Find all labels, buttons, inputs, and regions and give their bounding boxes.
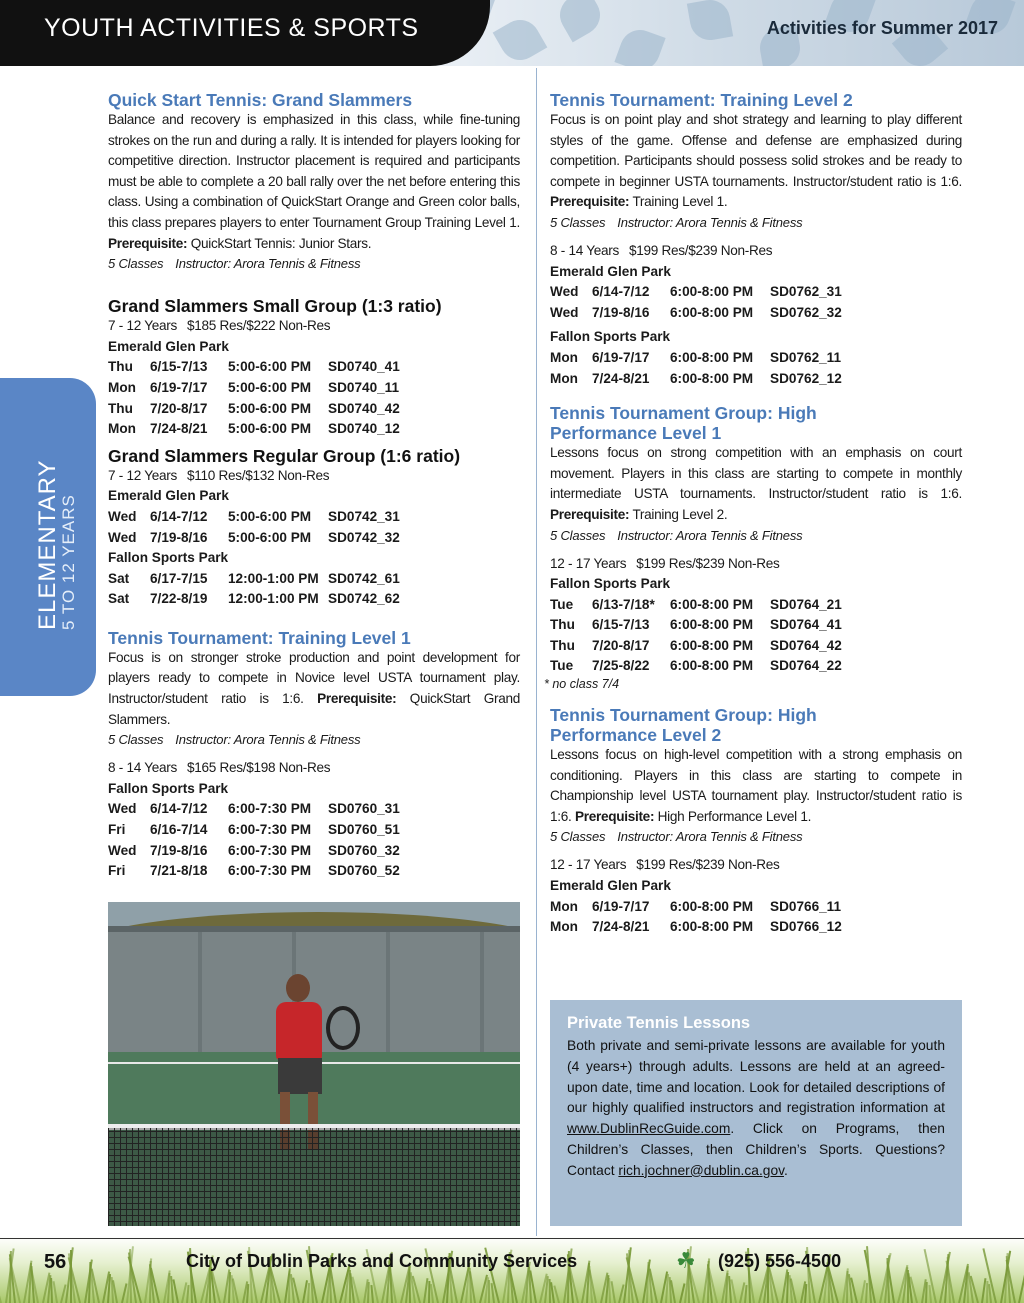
session-code: SD0742_61 — [328, 570, 400, 586]
training-1-location: Fallon Sports Park — [108, 780, 229, 796]
section-title-small-group: Grand Slammers Small Group (1:3 ratio) — [108, 296, 442, 317]
private-lessons-box — [550, 1000, 962, 1226]
training-2-sessions-1 — [550, 282, 962, 323]
session-day: Wed — [108, 508, 137, 524]
session-dates: 6/15-7/13 — [592, 617, 650, 633]
hp1-description: Lessons focus on strong competition with an emphasis on court movement. Players in this class are starting to compete in monthly intermediate USTA tournaments. Instructor/student ratio is 1:6. Prerequisite: Training Level 2. — [550, 445, 962, 522]
regular-group-price: 7 - 12 Years $110 Res/$132 Non-Res — [108, 467, 330, 483]
footer-organization: City of Dublin Parks and Community Services — [186, 1251, 578, 1271]
session-code: SD0742_31 — [328, 508, 400, 524]
side-tab-small: 5 TO 12 YEARS — [59, 494, 78, 630]
side-tab-label — [36, 370, 78, 630]
tennis-player-photo — [108, 902, 520, 1226]
training-2-meta: 5 Classes Instructor: Arora Tennis & Fitness — [550, 214, 803, 230]
session-day: Tue — [550, 596, 574, 612]
season-title: Activities for Summer 2017 — [766, 18, 998, 38]
session-row — [108, 507, 520, 528]
small-group-sessions — [108, 357, 520, 439]
session-code: SD0740_42 — [328, 400, 400, 416]
session-time: 6:00-8:00 PM — [670, 284, 754, 300]
hp2-meta: 5 Classes Instructor: Arora Tennis & Fitness — [550, 829, 803, 845]
hp2-description: Lessons focus on high-level competition with a strong emphasis on conditioning. Players in this class are starting to compete in Championship level USTA tournament play. Instructor/student ratio is 1:6. Prerequisite: High Performance Level 1. — [550, 747, 962, 824]
session-row — [108, 820, 520, 841]
session-code: SD0742_32 — [328, 529, 400, 545]
session-row — [108, 399, 520, 420]
session-day: Mon — [550, 898, 578, 914]
right-column — [544, 90, 962, 938]
session-code: SD0742_62 — [328, 591, 400, 607]
page-header — [0, 0, 1024, 66]
regular-group-sessions-2 — [108, 569, 520, 610]
session-code: SD0740_12 — [328, 421, 400, 437]
session-row — [550, 615, 962, 636]
hp1-price: 12 - 17 Years $199 Res/$239 Non-Res — [550, 555, 780, 571]
session-day: Wed — [550, 284, 579, 300]
hp2-price: 12 - 17 Years $199 Res/$239 Non-Res — [550, 857, 780, 873]
section-title-training-1: Tennis Tournament: Training Level 1 — [108, 627, 411, 648]
session-row — [550, 656, 962, 677]
session-row — [108, 841, 520, 862]
session-time: 12:00-1:00 PM — [228, 570, 319, 586]
session-time: 6:00-7:30 PM — [228, 822, 312, 838]
session-code: SD0762_32 — [770, 304, 842, 320]
session-time: 6:00-8:00 PM — [670, 370, 754, 386]
training-1-sessions — [108, 799, 520, 881]
session-row — [550, 595, 962, 616]
session-time: 6:00-8:00 PM — [670, 349, 754, 365]
session-day: Wed — [550, 304, 579, 320]
session-day: Thu — [108, 359, 133, 375]
session-time: 6:00-8:00 PM — [670, 304, 754, 320]
footer-rule — [0, 1238, 1024, 1239]
session-dates: 7/19-8/16 — [592, 304, 650, 320]
side-tab-big: ELEMENTARY — [34, 459, 61, 630]
session-time: 6:00-8:00 PM — [670, 898, 754, 914]
session-code: SD0740_41 — [328, 359, 400, 375]
footer-phone: (925) 556-4500 — [718, 1251, 842, 1271]
clover-icon: ☘ — [676, 1248, 696, 1273]
training-1-price: 8 - 14 Years $165 Res/$198 Non-Res — [108, 760, 331, 776]
session-day: Sat — [108, 570, 130, 586]
small-group-price: 7 - 12 Years $185 Res/$222 Non-Res — [108, 318, 331, 334]
session-day: Mon — [108, 421, 136, 437]
session-row — [550, 348, 962, 369]
training-2-location-2: Fallon Sports Park — [550, 329, 671, 345]
training-2-description: Focus is on point play and shot strategy and learning to play different styles of the game. Offense and defense are emphasized during competition. Participants should possess solid strokes and be ready to compete in beginner USTA tournaments. Instructor/student ratio is 1:6. Prerequisite: Training Level 1. — [550, 112, 962, 210]
session-row — [550, 282, 962, 303]
session-code: SD0760_52 — [328, 863, 400, 879]
section-title-hp1-line2: Performance Level 1 — [550, 423, 722, 444]
page-number: 56 — [44, 1251, 67, 1273]
session-dates: 6/16-7/14 — [150, 822, 208, 838]
session-day: Mon — [550, 349, 578, 365]
session-dates: 6/14-7/12 — [150, 801, 208, 817]
session-time: 6:00-7:30 PM — [228, 801, 312, 817]
training-2-location-1: Emerald Glen Park — [550, 263, 671, 279]
session-time: 6:00-8:00 PM — [670, 637, 754, 653]
dublin-rec-guide-link[interactable]: www.DublinRecGuide.com — [567, 1121, 731, 1137]
regular-group-location-2: Fallon Sports Park — [108, 550, 229, 566]
contact-email-link[interactable]: rich.jochner@dublin.ca.gov — [618, 1162, 784, 1178]
session-dates: 6/17-7/15 — [150, 570, 208, 586]
session-dates: 6/19-7/17 — [592, 349, 650, 365]
session-time: 6:00-8:00 PM — [670, 919, 754, 935]
small-group-location: Emerald Glen Park — [108, 338, 229, 354]
session-dates: 7/19-8/16 — [150, 842, 208, 858]
session-time: 5:00-6:00 PM — [228, 508, 312, 524]
session-code: SD0760_32 — [328, 842, 400, 858]
session-row — [108, 419, 520, 440]
quickstart-description: Balance and recovery is emphasized in this class, while fine-tuning strokes on the run and during a rally. It is intended for players looking for competitive direction. Instructor placement is required and participants must be able to complete a 20 ball rally over the net before entering this class. Using a combination of QuickStart Orange and Green color balls, this class prepares players to enter Tournament Group Training Level 1. Prerequisite: QuickStart Tennis: Junior Stars. — [108, 112, 520, 251]
session-row — [550, 917, 962, 938]
session-row — [108, 528, 520, 549]
session-code: SD0740_11 — [328, 379, 400, 395]
section-title-hp2-line1: Tennis Tournament Group: High — [550, 705, 817, 726]
session-row — [108, 861, 520, 882]
session-code: SD0766_12 — [770, 919, 842, 935]
hp1-location: Fallon Sports Park — [550, 576, 671, 592]
session-time: 6:00-8:00 PM — [670, 596, 754, 612]
session-time: 5:00-6:00 PM — [228, 359, 312, 375]
session-code: SD0760_51 — [328, 822, 400, 838]
session-dates: 7/24-8/21 — [592, 370, 650, 386]
section-title-hp1-line1: Tennis Tournament Group: High — [550, 403, 817, 424]
session-day: Sat — [108, 591, 130, 607]
session-row — [550, 897, 962, 918]
session-dates: 6/14-7/12 — [592, 284, 650, 300]
session-row — [108, 378, 520, 399]
section-title-hp2-line2: Performance Level 2 — [550, 725, 722, 746]
session-dates: 7/24-8/21 — [150, 421, 208, 437]
session-code: SD0764_42 — [770, 637, 842, 653]
column-divider — [536, 68, 537, 1238]
session-time: 6:00-7:30 PM — [228, 863, 312, 879]
session-day: Mon — [550, 919, 578, 935]
quickstart-meta: 5 Classes Instructor: Arora Tennis & Fitness — [108, 256, 361, 272]
session-day: Fri — [108, 822, 126, 838]
session-row — [108, 357, 520, 378]
section-title-quickstart: Quick Start Tennis: Grand Slammers — [108, 90, 413, 110]
session-day: Mon — [550, 370, 578, 386]
training-2-price: 8 - 14 Years $199 Res/$239 Non-Res — [550, 242, 773, 258]
session-dates: 7/20-8/17 — [150, 400, 208, 416]
session-dates: 6/14-7/12 — [150, 508, 208, 524]
session-day: Tue — [550, 658, 574, 674]
session-row — [108, 799, 520, 820]
session-dates: 7/19-8/16 — [150, 529, 208, 545]
session-dates: 6/13-7/18* — [592, 596, 655, 612]
hp2-location: Emerald Glen Park — [550, 878, 671, 894]
session-dates: 7/22-8/19 — [150, 591, 208, 607]
session-day: Thu — [550, 617, 575, 633]
hp2-sessions — [550, 897, 962, 938]
session-code: SD0764_21 — [770, 596, 842, 612]
training-1-meta: 5 Classes Instructor: Arora Tennis & Fitness — [108, 732, 361, 748]
section-title-regular-group: Grand Slammers Regular Group (1:6 ratio) — [108, 445, 461, 466]
session-row — [108, 589, 520, 610]
session-time: 5:00-6:00 PM — [228, 400, 312, 416]
training-2-sessions-2 — [550, 348, 962, 389]
session-code: SD0762_11 — [770, 349, 842, 365]
session-dates: 7/20-8/17 — [592, 637, 650, 653]
session-row — [550, 369, 962, 390]
session-time: 5:00-6:00 PM — [228, 421, 312, 437]
regular-group-sessions-1 — [108, 507, 520, 548]
private-lessons-text: Both private and semi-private lessons are available for youth (4 years+) through adults. Lessons are held at an agreed-upon date, time and location. Look for detailed descriptions of our highly qualified instructors and registration information at www.DublinRecGuide.com. Click on Programs, then Children’s Classes, then Children’s Sports. Questions? Contact rich.jochner@dublin.ca.gov. — [567, 1038, 945, 1178]
hp1-sessions — [550, 595, 962, 677]
session-day: Mon — [108, 379, 136, 395]
session-day: Fri — [108, 863, 126, 879]
session-row — [550, 303, 962, 324]
session-code: SD0764_22 — [770, 658, 842, 674]
section-title: YOUTH ACTIVITIES & SPORTS — [44, 14, 419, 42]
session-code: SD0762_12 — [770, 370, 842, 386]
session-code: SD0760_31 — [328, 801, 400, 817]
section-title-training-2: Tennis Tournament: Training Level 2 — [550, 90, 853, 110]
session-day: Wed — [108, 801, 137, 817]
session-dates: 6/19-7/17 — [592, 898, 650, 914]
training-1-description: Focus is on stronger stroke production and point development for players ready to compete in Novice level USTA tournament play. Instructor/student ratio is 1:6. Prerequisite: QuickStart Grand Slammers. — [108, 649, 520, 727]
session-time: 12:00-1:00 PM — [228, 591, 319, 607]
session-time: 5:00-6:00 PM — [228, 529, 312, 545]
session-time: 6:00-8:00 PM — [670, 658, 754, 674]
hp1-note: * no class 7/4 — [544, 677, 620, 692]
session-time: 6:00-7:30 PM — [228, 842, 312, 858]
left-column — [108, 90, 520, 882]
session-day: Thu — [550, 637, 575, 653]
session-dates: 7/25-8/22 — [592, 658, 650, 674]
session-dates: 7/21-8/18 — [150, 863, 208, 879]
session-dates: 6/15-7/13 — [150, 359, 208, 375]
session-dates: 7/24-8/21 — [592, 919, 650, 935]
session-code: SD0762_31 — [770, 284, 842, 300]
session-time: 5:00-6:00 PM — [228, 379, 312, 395]
session-code: SD0766_11 — [770, 898, 842, 914]
session-row — [108, 569, 520, 590]
session-dates: 6/19-7/17 — [150, 379, 208, 395]
regular-group-location-1: Emerald Glen Park — [108, 488, 229, 504]
session-day: Wed — [108, 529, 137, 545]
session-day: Thu — [108, 400, 133, 416]
hp1-meta: 5 Classes Instructor: Arora Tennis & Fitness — [550, 527, 803, 543]
session-day: Wed — [108, 842, 137, 858]
session-row — [550, 636, 962, 657]
session-code: SD0764_41 — [770, 617, 842, 633]
session-time: 6:00-8:00 PM — [670, 617, 754, 633]
private-lessons-title: Private Tennis Lessons — [567, 1014, 751, 1032]
